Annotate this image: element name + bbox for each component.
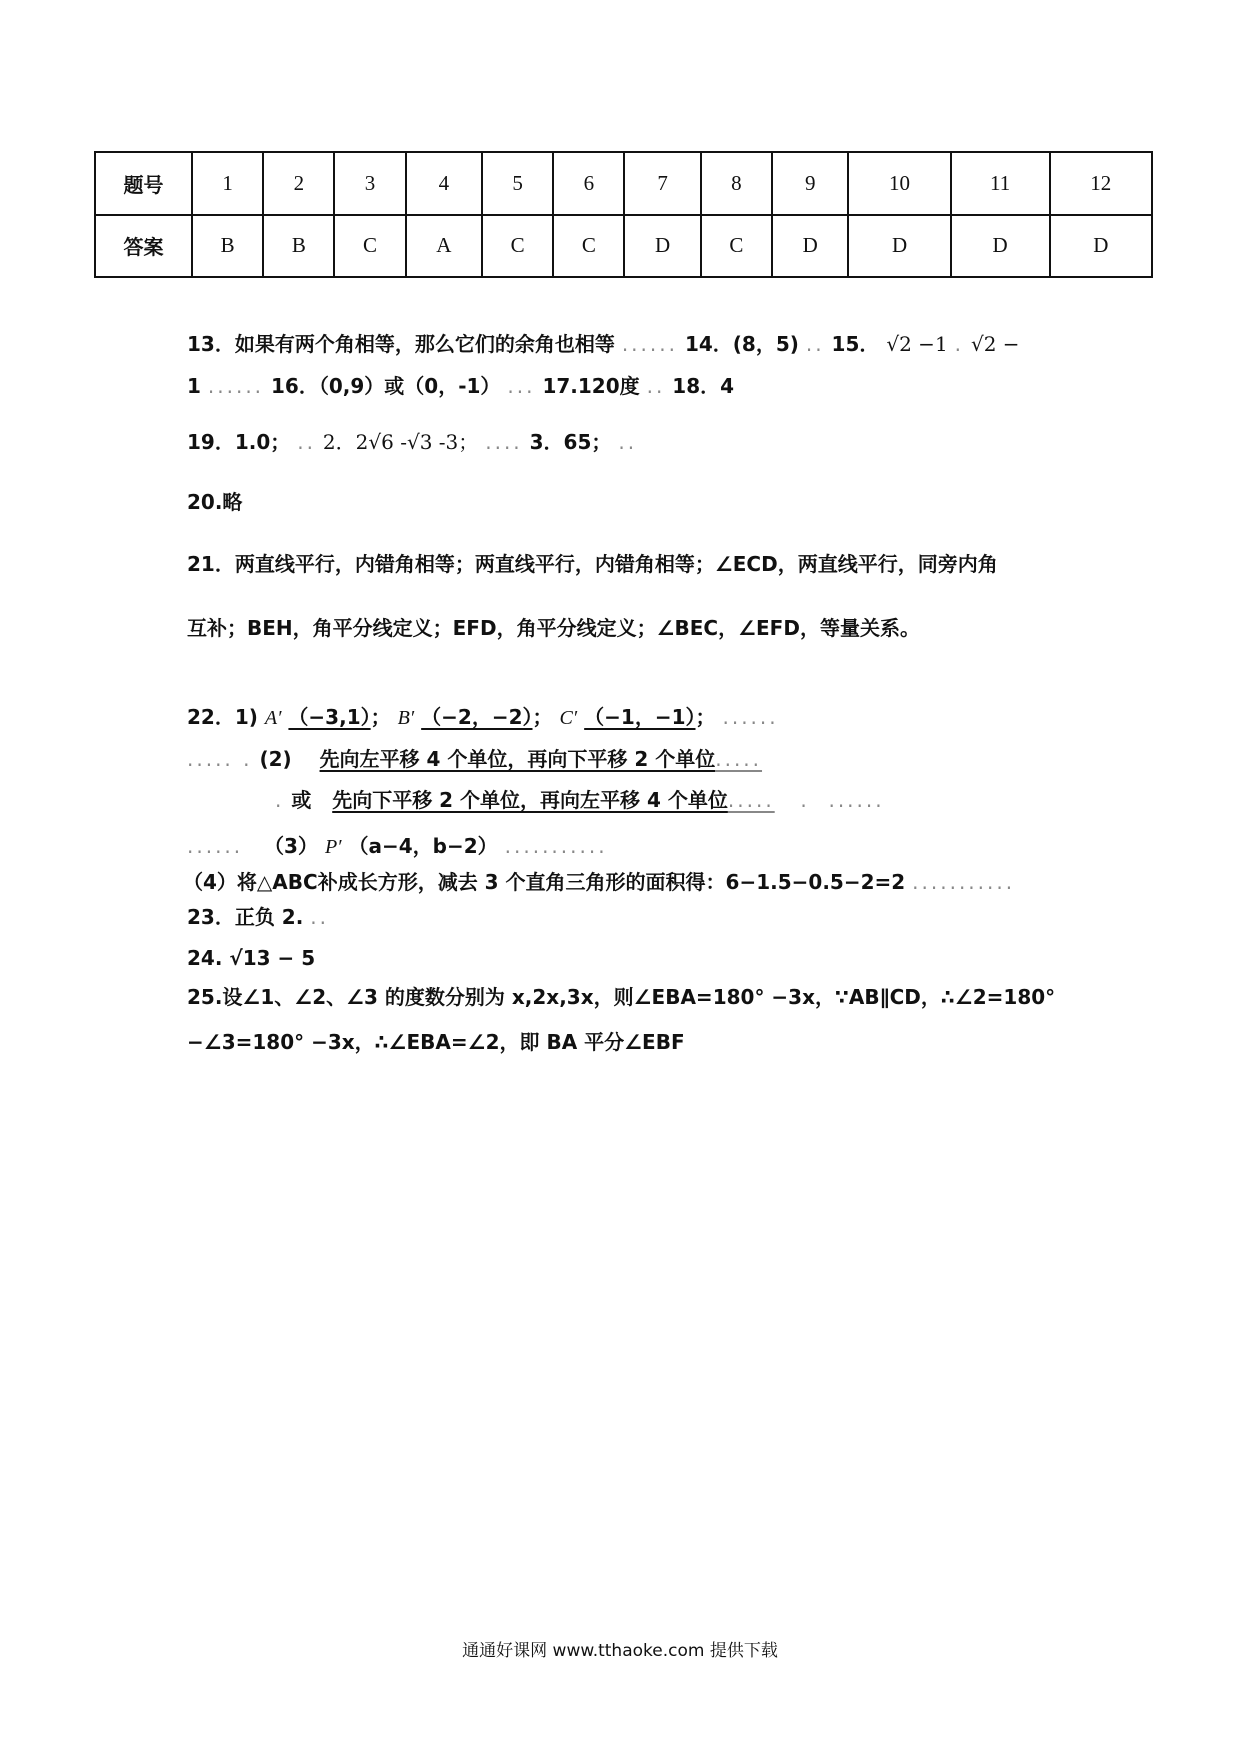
point-a-prime-coords: （−3,1） [288,705,371,729]
leader-dots: ........... [912,870,1016,894]
answer-22-2-label: (2) [259,747,292,771]
leader-dots: . ...... [781,788,885,812]
leader-dots: .. [646,374,666,398]
answer-16: 16．（0,9）或（0，-1） [271,374,501,398]
answer-22-4-text: （4）将△ABC补成长方形，减去 3 个直角三角形的面积得：6−1.5−0.5−2=2 [183,870,906,894]
answer-cell: B [192,215,263,278]
answer-cell: D [1050,215,1152,278]
question-number-cell: 4 [406,152,482,215]
answer-18: 18．4 [672,374,735,398]
question-number-cell: 11 [951,152,1050,215]
answer-22-2-value: 先向左平移 4 个单位，再向下平移 2 个单位 [319,747,716,771]
answer-21-line-2: 互补；BEH，角平分线定义；EFD，角平分线定义；∠BEC，∠EFD，等量关系。 [187,616,920,640]
answer-22-2 [187,745,762,773]
answer-15-value-2-end: 1 [187,374,201,398]
answer-cell: C [701,215,772,278]
answer-22-3 [187,832,608,861]
answer-15-value-1: √2 −1 [886,332,948,356]
answer-cell: D [624,215,700,278]
answer-14: 14．(8，5) [684,332,799,356]
answer-13: 13．如果有两个角相等，那么它们的余角也相等 [187,332,615,356]
answer-cell: C [482,215,553,278]
leader-dots: ...... [722,705,779,729]
answer-line-13-15 [187,330,1020,358]
question-number-cell: 7 [624,152,700,215]
point-p-prime: P′ [324,836,342,858]
answer-19-2: 2．2√6 -√3 -3； [322,430,479,454]
answer-25-line-1: 25.设∠1、∠2、∠3 的度数分别为 x,2x,3x，则∠EBA=180° −3x，∵AB∥CD，∴∠2=180° [187,985,1056,1009]
answer-15-value-2: √2 − [970,332,1020,356]
question-number-cell: 6 [553,152,624,215]
answer-cell: C [334,215,405,278]
answer-22-3-label: （3） [264,834,318,858]
answer-24: 24. √13 − 5 [187,946,316,970]
answer-cell: C [553,215,624,278]
point-c-prime-coords: （−1，−1） [584,705,696,729]
question-number-cell: 10 [848,152,950,215]
answer-cell: D [772,215,848,278]
answer-line-19 [187,428,637,456]
answer-22-2-alt [275,786,885,814]
question-number-cell: 12 [1050,152,1152,215]
leader-dots: ...... [187,834,244,858]
question-number-cell: 1 [192,152,263,215]
answer-22-2-alt-label: 或 [291,788,312,812]
point-p-prime-coords: （a−4，b−2） [348,834,498,858]
leader-dots: ... [507,374,536,398]
answer-table [94,151,1153,278]
table-row-answers [95,215,1152,278]
table-row-numbers [95,152,1152,215]
row-head-question-number: 题号 [95,152,192,215]
answer-22-4 [183,868,1015,896]
leader-dots: ...... [621,332,678,356]
answer-line-16-18 [187,372,734,400]
leader-dots: ........... [504,834,608,858]
point-c-prime: C′ [559,707,578,729]
point-b-prime: B′ [397,707,415,729]
point-a-prime: A′ [264,707,282,729]
question-number-cell: 3 [334,152,405,215]
leader-dots: .. [297,430,316,454]
question-number-cell: 8 [701,152,772,215]
answer-15-label: 15． [831,332,880,356]
leader-dots: .. [618,430,638,454]
answer-22-1: 22．1) A′ （−3,1）； B′ （−2，−2）； C′ （−1，−1）； ...... [187,705,779,729]
answer-cell: D [951,215,1050,278]
answer-cell: A [406,215,482,278]
answer-cell: D [848,215,950,278]
answer-23 [187,903,329,931]
answer-20: 20.略 [187,490,243,514]
leader-dots: .. [310,905,329,929]
answer-25-line-2: −∠3=180° −3x，∴∠EBA=∠2，即 BA 平分∠EBF [187,1030,685,1054]
leader-dots: ..... [727,788,775,812]
question-number-cell: 2 [263,152,334,215]
answer-19-1: 19．1.0； [187,430,291,454]
leader-dots: .... [485,430,523,454]
leader-dots: ..... . [187,747,253,771]
leader-dots: .. [805,332,825,356]
answer-21-line-1: 21．两直线平行，内错角相等；两直线平行，内错角相等；∠ECD，两直线平行，同旁内角 [187,552,998,576]
answer-cell: B [263,215,334,278]
answer-22-label: 22．1) [187,705,258,729]
leader-dots: ...... [207,374,265,398]
leader-dots: . [954,332,964,356]
leader-dots: . [275,788,285,812]
answer-19-3: 3．65； [529,430,612,454]
leader-dots: ..... [715,747,763,771]
answer-23-text: 23．正负 2. [187,905,304,929]
answer-17: 17.120度 [542,374,640,398]
footer-source: 通通好课网 www.tthaoke.com 提供下载 [462,1641,778,1661]
answer-22-2-alt-value: 先向下平移 2 个单位，再向左平移 4 个单位 [332,788,728,812]
point-b-prime-coords: （−2，−2） [421,705,533,729]
question-number-cell: 9 [772,152,848,215]
row-head-answer: 答案 [95,215,192,278]
question-number-cell: 5 [482,152,553,215]
